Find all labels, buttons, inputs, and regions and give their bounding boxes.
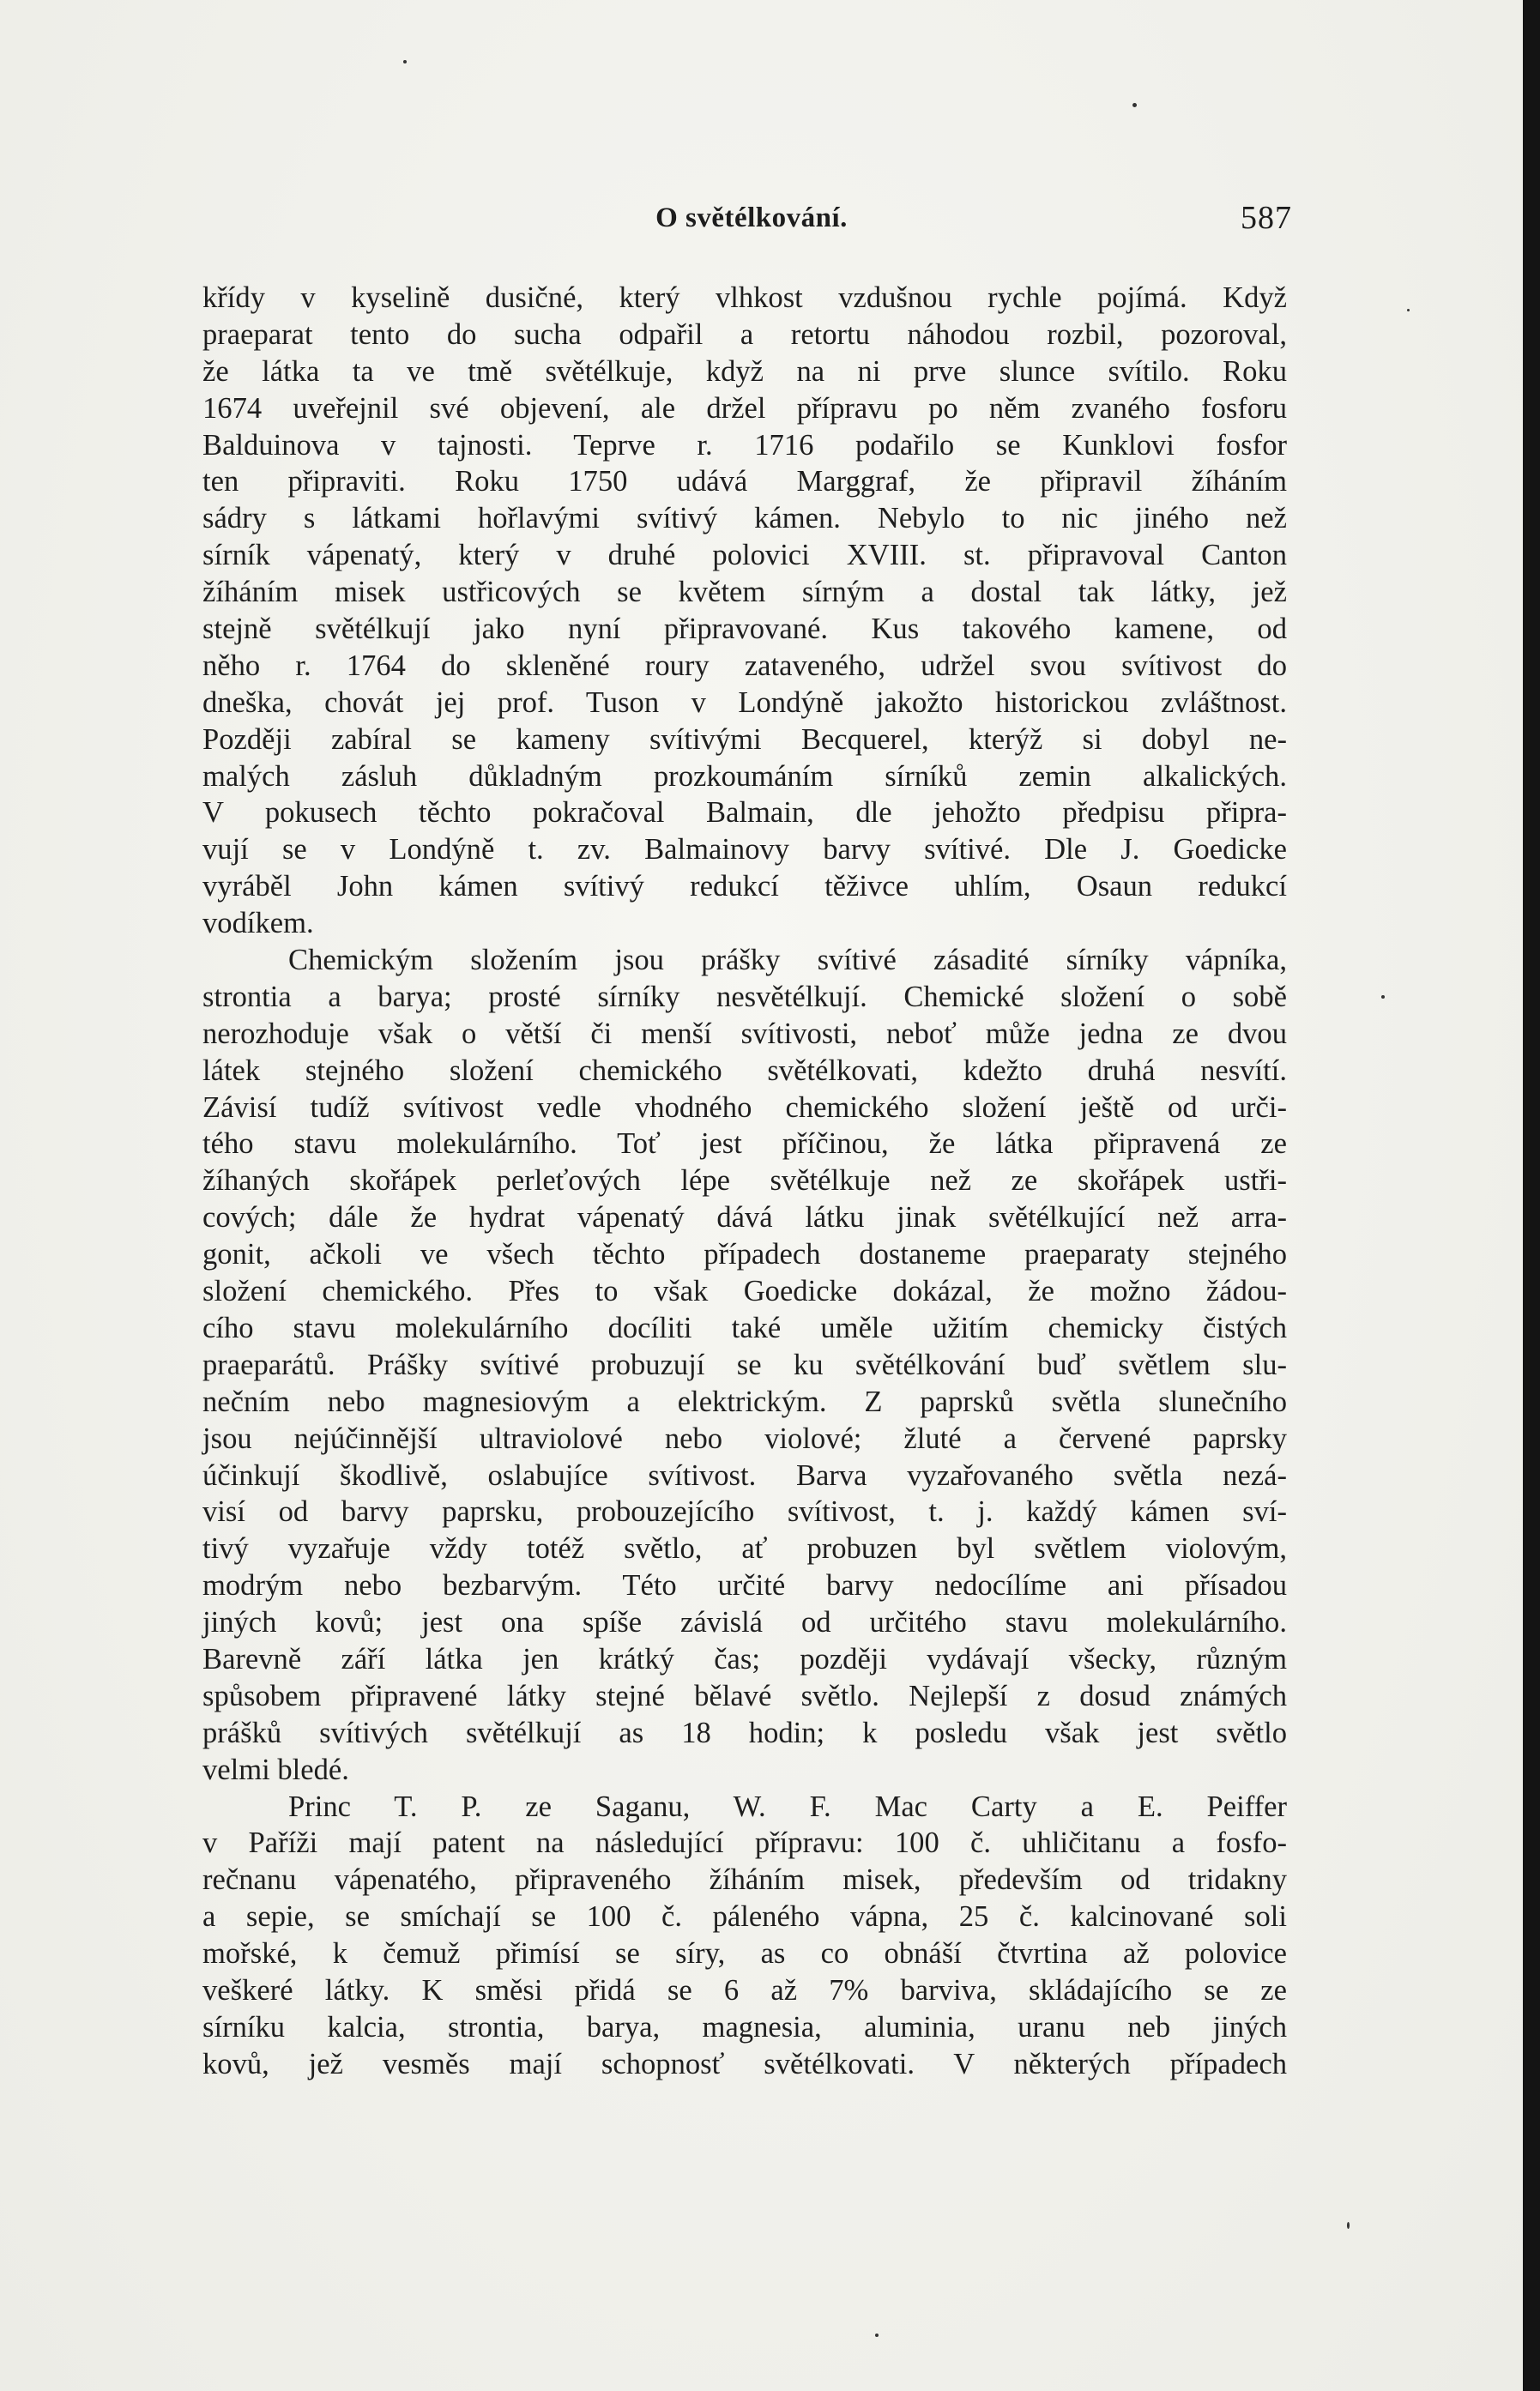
paragraph-2: [202, 942, 1287, 1788]
text-line: a sepie, se smíchají se 100 č. páleného vápna, 25 č. kalcinované soli: [202, 1900, 1287, 1934]
scan-speck: [1381, 995, 1385, 999]
text-line: veškeré látky. K směsi přidá se 6 až 7% barviva, skládajícího se ze: [202, 1973, 1287, 2007]
text-line: vyráběl John kámen svítivý redukcí těživce uhlím, Osaun redukcí: [202, 870, 1287, 903]
text-line: V pokusech těchto pokračoval Balmain, dle jehožto předpisu připra-: [202, 796, 1287, 830]
text-line: rečnanu vápenatého, připraveného žíháním misek, především od tridakny: [202, 1863, 1287, 1897]
text-line: jsou nejúčinnější ultraviolové nebo violové; žluté a červené paprsky: [202, 1422, 1287, 1455]
scan-speck: [1132, 103, 1137, 107]
scan-speck: [1347, 2222, 1350, 2229]
text-line: dneška, chovát jej prof. Tuson v Londýně jakožto historickou zvláštnost.: [202, 685, 1287, 719]
text-line: mořské, k čemuž přimísí se síry, as co obnáší čtvrtina až polovice: [202, 1937, 1287, 1971]
text-line: žíhaných skořápek perleťových lépe světélkuje než ze skořápek ustři-: [202, 1164, 1287, 1198]
text-line: žíháním misek ustřicových se květem sírným a dostal tak látky, jež: [202, 576, 1287, 609]
text-line: Chemickým složením jsou prášky svítivé zásadité sírníky vápníka,: [288, 944, 1287, 977]
text-line: vují se v Londýně t. zv. Balmainovy barvy svítivé. Dle J. Goedicke: [202, 833, 1287, 866]
text-line: sírníku kalcia, strontia, baryа, magnesia, aluminia, uranu neb jiných: [202, 2010, 1287, 2044]
text-line: Později zabíral se kameny svítivými Becquerel, kterýž si dobyl ne-: [202, 722, 1287, 756]
text-line: praeparat tento do sucha odpařil a retortu náhodou rozbil, pozoroval,: [202, 317, 1287, 351]
text-line: Závisí tudíž svítivost vedle vhodného chemického složení ještě od urči-: [202, 1090, 1287, 1124]
text-line: křídy v kyselině dusičné, který vlhkost vzdušnou rychle pojímá. Když: [202, 281, 1287, 314]
text-line: nečním nebo magnesiovým a elektrickým. Z paprsků světla slunečního: [202, 1385, 1287, 1418]
text-line: kovů, jež vesměs mají schopnosť světélkovati. V některých případech: [202, 2047, 1287, 2080]
page-number: 587: [1241, 200, 1292, 236]
text-line: strontia a baryа; prosté sírníky nesvětélkují. Chemické složení o sobě: [202, 980, 1287, 1013]
text-line: stejně světélkují jako nyní připravované. Kus takového kamene, od: [202, 613, 1287, 646]
body-text: [202, 280, 1287, 2083]
paragraph-3: [202, 1789, 1287, 2083]
text-line: něho r. 1764 do skleněné roury zataveného, udržel svou svítivost do: [202, 649, 1287, 682]
paragraph-1: [202, 280, 1287, 942]
text-line: Princ T. P. ze Saganu, W. F. Mac Carty a E. Peiffer: [288, 1790, 1287, 1823]
text-line: prášků svítivých světélkují as 18 hodin; k posledu však jest světlo: [202, 1716, 1287, 1749]
text-line: cího stavu molekulárního docíliti také uměle užitím chemicky čistých: [202, 1311, 1287, 1344]
text-line: že látka ta ve tmě světélkuje, když na ni prve slunce svítilo. Roku: [202, 354, 1287, 388]
text-line: účinkují škodlivě, oslabujíce svítivost. Barva vyzařovaného světla nezá-: [202, 1458, 1287, 1492]
text-line: 1674 uveřejnil své objevení, ale držel přípravu po něm zvaného fosforu: [202, 391, 1287, 425]
text-line: vodíkem.: [202, 907, 314, 940]
text-line: jiných kovů; jest ona spíše závislá od určitého stavu molekulárního.: [202, 1606, 1287, 1639]
scan-speck: [403, 60, 407, 63]
text-line: Barevně září látka jen krátký čas; později vydávají všecky, různým: [202, 1642, 1287, 1676]
text-line: tivý vyzařuje vždy totéž světlo, ať probuzen byl světlem violovým,: [202, 1532, 1287, 1566]
text-line: v Paříži mají patent na následující přípravu: 100 č. uhličitanu a fosfo-: [202, 1826, 1287, 1860]
running-title: O světélkování.: [655, 202, 848, 233]
text-line: ten připraviti. Roku 1750 udává Marggraf, že připravil žíháním: [202, 465, 1287, 498]
text-line: složení chemického. Přes to však Goedicke dokázal, že možno žádou-: [202, 1275, 1287, 1308]
scan-edge: [1523, 0, 1540, 2391]
text-line: nerozhoduje však o větší či menší svítivosti, neboť může jedna ze dvou: [202, 1017, 1287, 1050]
text-line: sírník vápenatý, který v druhé polovici XVIII. st. připravoval Canton: [202, 539, 1287, 572]
text-line: sádry s látkami hořlavými svítivý kámen. Nebylo to nic jiného než: [202, 502, 1287, 535]
text-line: malých zásluh důkladným prozkoumáním sírníků zemin alkalických.: [202, 759, 1287, 793]
text-line: cových; dále že hydrat vápenatý dává látku jinak světélkující než arra-: [202, 1201, 1287, 1235]
text-line: tého stavu molekulárního. Toť jest příčinou, že látka připravená ze: [202, 1127, 1287, 1161]
page-header: [202, 199, 1301, 251]
text-line: velmi bledé.: [202, 1753, 349, 1786]
text-line: Balduinova v tajnosti. Teprve r. 1716 podařilo se Kunklovi fosfor: [202, 428, 1287, 462]
scan-speck: [875, 2334, 879, 2337]
text-line: gonit, ačkoli ve všech těchto případech dostaneme praeparaty stejného: [202, 1238, 1287, 1271]
text-line: spůsobem připravené látky stejné bělavé světlo. Nejlepší z dosud známých: [202, 1679, 1287, 1712]
text-line: látek stejného složení chemického světélkovati, kdežto druhá nesvítí.: [202, 1054, 1287, 1087]
text-line: visí od barvy paprsku, probouzejícího svítivost, t. j. každý kámen sví-: [202, 1495, 1287, 1529]
text-line: praeparátů. Prášky svítivé probuzují se ku světélkování buď světlem slu-: [202, 1348, 1287, 1381]
scan-speck: [1407, 309, 1410, 311]
text-line: modrým nebo bezbarvým. Této určité barvy nedocílíme ani přísadou: [202, 1569, 1287, 1603]
